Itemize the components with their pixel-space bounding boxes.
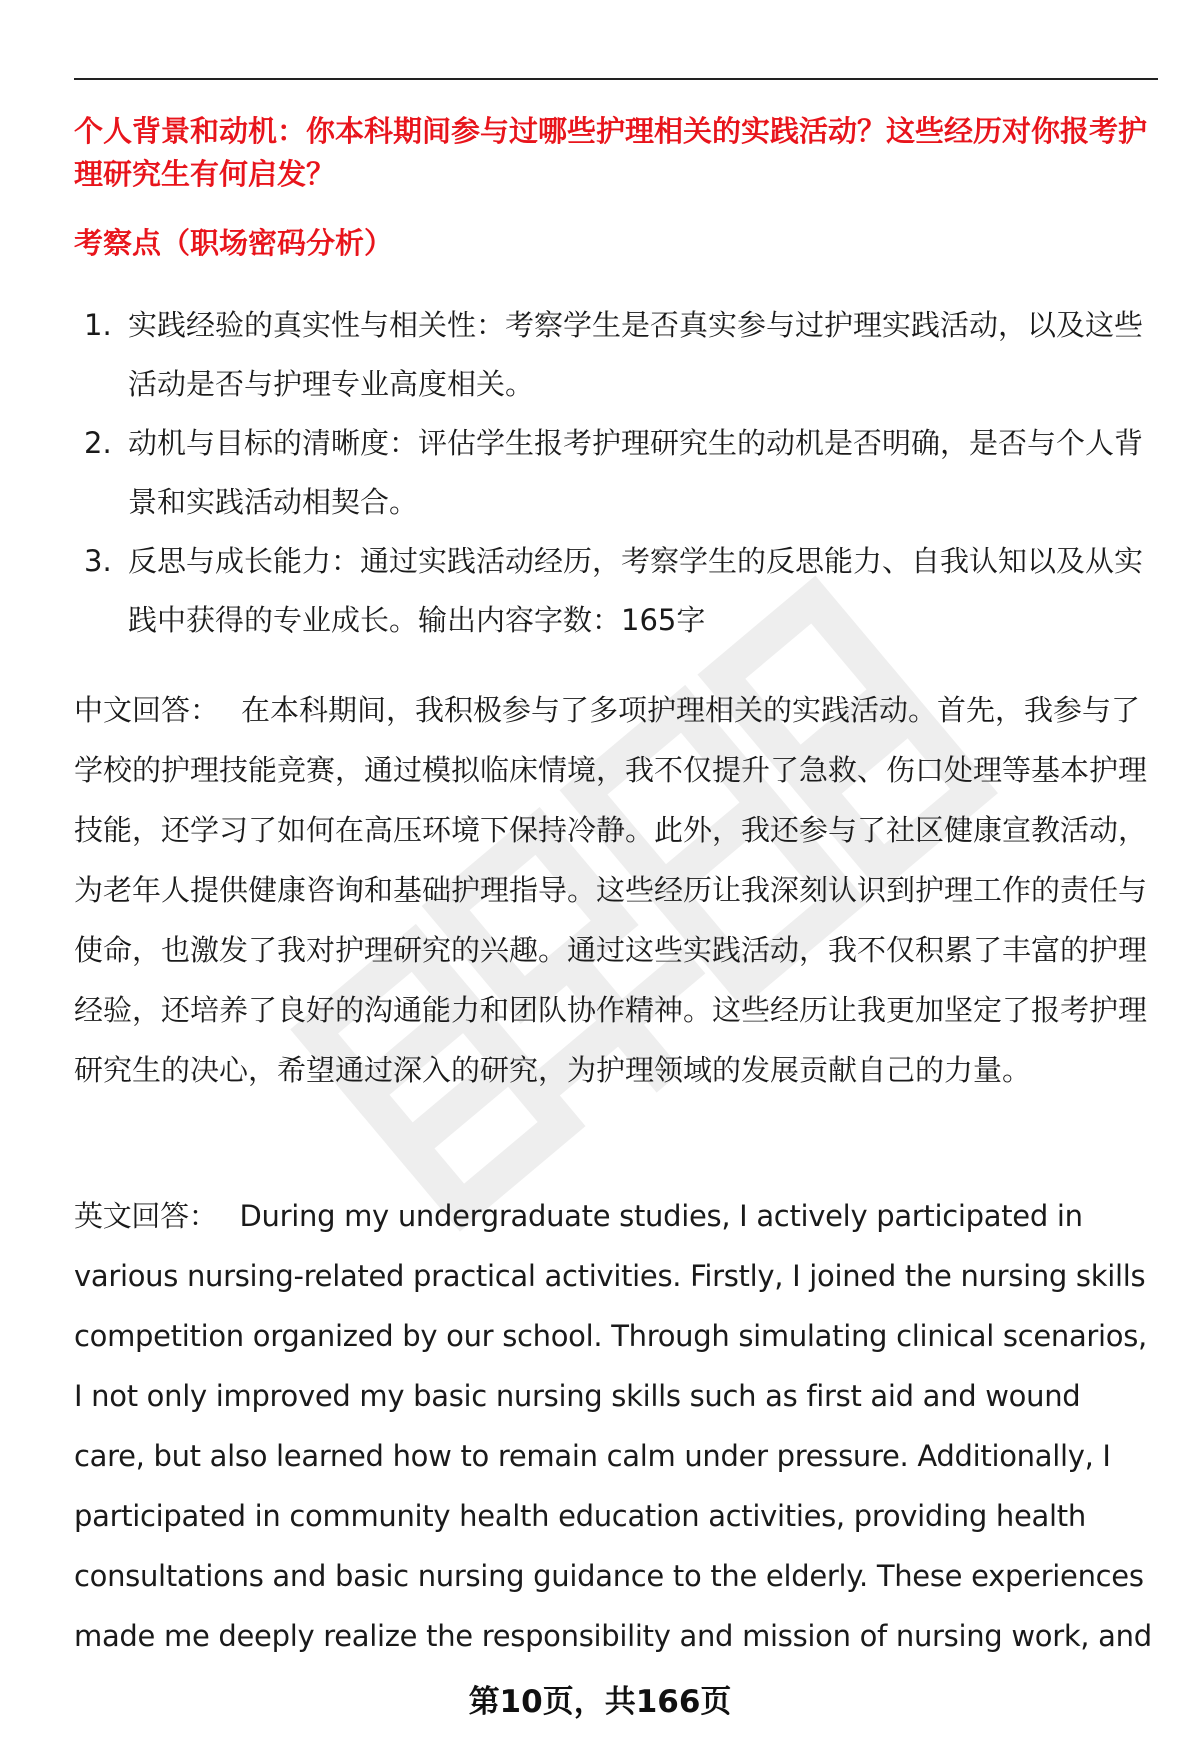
- list-item-text: 动机与目标的清晰度：评估学生报考护理研究生的动机是否明确，是否与个人背景和实践活动相契合。: [128, 426, 1144, 519]
- list-item-number: 1.: [84, 308, 112, 342]
- list-item: [74, 414, 1158, 532]
- list-item: [74, 296, 1158, 414]
- focus-heading: 考察点（职场密码分析）: [74, 226, 394, 260]
- list-item-text: 反思与成长能力：通过实践活动经历，考察学生的反思能力、自我认知以及从实践中获得的专业成长。输出内容字数：165字: [128, 544, 1144, 637]
- english-answer-label: 英文回答：: [74, 1199, 218, 1233]
- list-item-text: 实践经验的真实性与相关性：考察学生是否真实参与过护理实践活动，以及这些活动是否与护理专业高度相关。: [128, 308, 1144, 401]
- chinese-answer: [74, 680, 1158, 1100]
- top-divider: [74, 78, 1158, 80]
- focus-points-list: [74, 296, 1158, 650]
- chinese-answer-label: 中文回答：: [74, 693, 220, 727]
- chinese-answer-text: 在本科期间，我积极参与了多项护理相关的实践活动。首先，我参与了学校的护理技能竞赛，通过模拟临床情境，我不仅提升了急救、伤口处理等基本护理技能，还学习了如何在高压环境下保持冷静。此外，我还参与了社区健康宣教活动，为老年人提供健康咨询和基础护理指导。这些经历让我深刻认识到护理工作的责任与使命，也激发了我对护理研究的兴趣。通过这些实践活动，我不仅积累了丰富的护理经验，还培养了良好的沟通能力和团队协作精神。这些经历让我更加坚定了报考护理研究生的决心，希望通过深入的研究，为护理领域的发展贡献自己的力量。: [74, 693, 1148, 1087]
- page-footer: 第10页，共166页: [468, 1684, 732, 1720]
- list-item-number: 3.: [84, 544, 112, 578]
- english-answer: [74, 1186, 1158, 1666]
- english-answer-text: During my undergraduate studies, I actively participated in various nursing-related practical activities. Firstly, I joined the nursing skills competition organized by our school. Through simulating clinical scenarios, I not only improved my basic nursing skills such as first aid and wound care, but also learned how to remain calm under pressure. Additionally, I participated in community health education activities, providing health consultations and basic nursing guidance to the elderly. These experiences made me deeply realize the responsibility and mission of nursing work, and: [74, 1199, 1152, 1653]
- question-title: 个人背景和动机：你本科期间参与过哪些护理相关的实践活动？这些经历对你报考护理研究生有何启发？: [74, 114, 1148, 191]
- list-item: [74, 532, 1158, 650]
- list-item-number: 2.: [84, 426, 112, 460]
